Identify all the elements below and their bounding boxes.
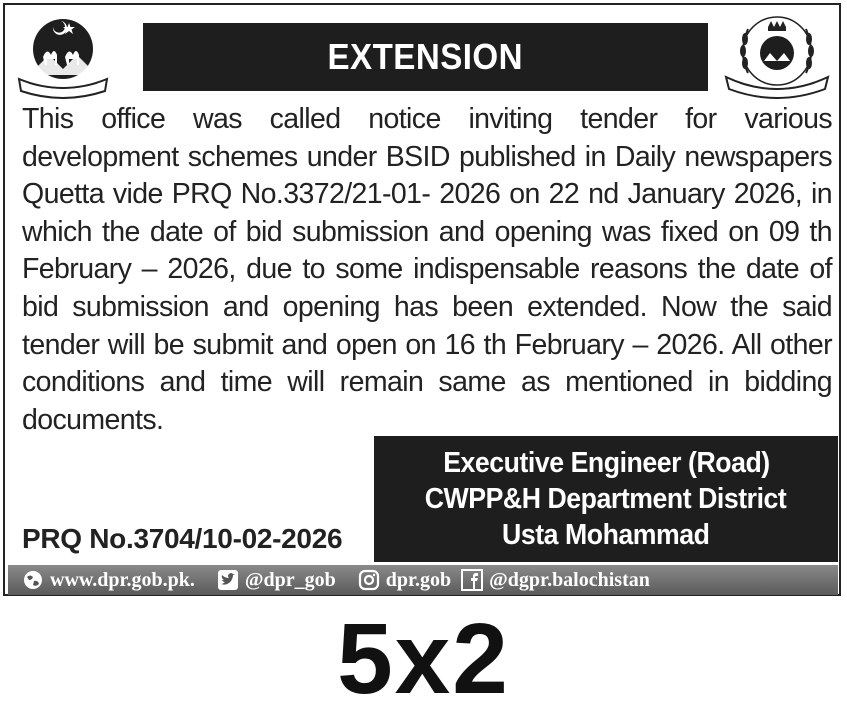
footer-website[interactable]: www.dpr.gob.pk. [22, 569, 195, 592]
notice-body [22, 101, 832, 439]
ad-size-label: 5x2 [337, 603, 510, 715]
signature-department: CWPP&H Department District [425, 483, 787, 515]
footer-bar [8, 565, 838, 595]
signature-designation: Executive Engineer (Road) [442, 447, 770, 479]
globe-icon [22, 569, 44, 591]
signature-block [374, 436, 838, 562]
footer-instagram[interactable]: dpr.gob [358, 569, 451, 592]
title-banner [143, 23, 708, 91]
twitter-icon [217, 569, 239, 591]
dgpr-emblem-icon [718, 13, 836, 99]
notice-paragraph: This office was called notice inviting tender for various development schemes under BSID published in Daily newspapers Quetta vide PRQ No.3372/21-01- 2026 on 22 nd January 2026, in which the date of bid submission and opening was fixed on 09 th February – 2026, due to some indispensable reasons the date of bid submission and opening has been extended. Now the said tender will be submit and open on 16 th February – 2026. All other conditions and time will remain same as mentioned in bidding documents. [22, 103, 832, 436]
footer-facebook[interactable]: @dgpr.balochistan [461, 569, 650, 592]
prq-number: PRQ No.3704/10-02-2026 [22, 523, 343, 554]
facebook-icon [461, 569, 483, 591]
page-title: EXTENSION [327, 36, 524, 77]
signature-district: Usta Mohammad [502, 519, 710, 551]
footer-twitter[interactable]: @dpr_gob [217, 569, 336, 592]
advertisement-frame [3, 3, 841, 596]
instagram-icon [358, 569, 380, 591]
balochistan-emblem-icon [15, 13, 111, 99]
